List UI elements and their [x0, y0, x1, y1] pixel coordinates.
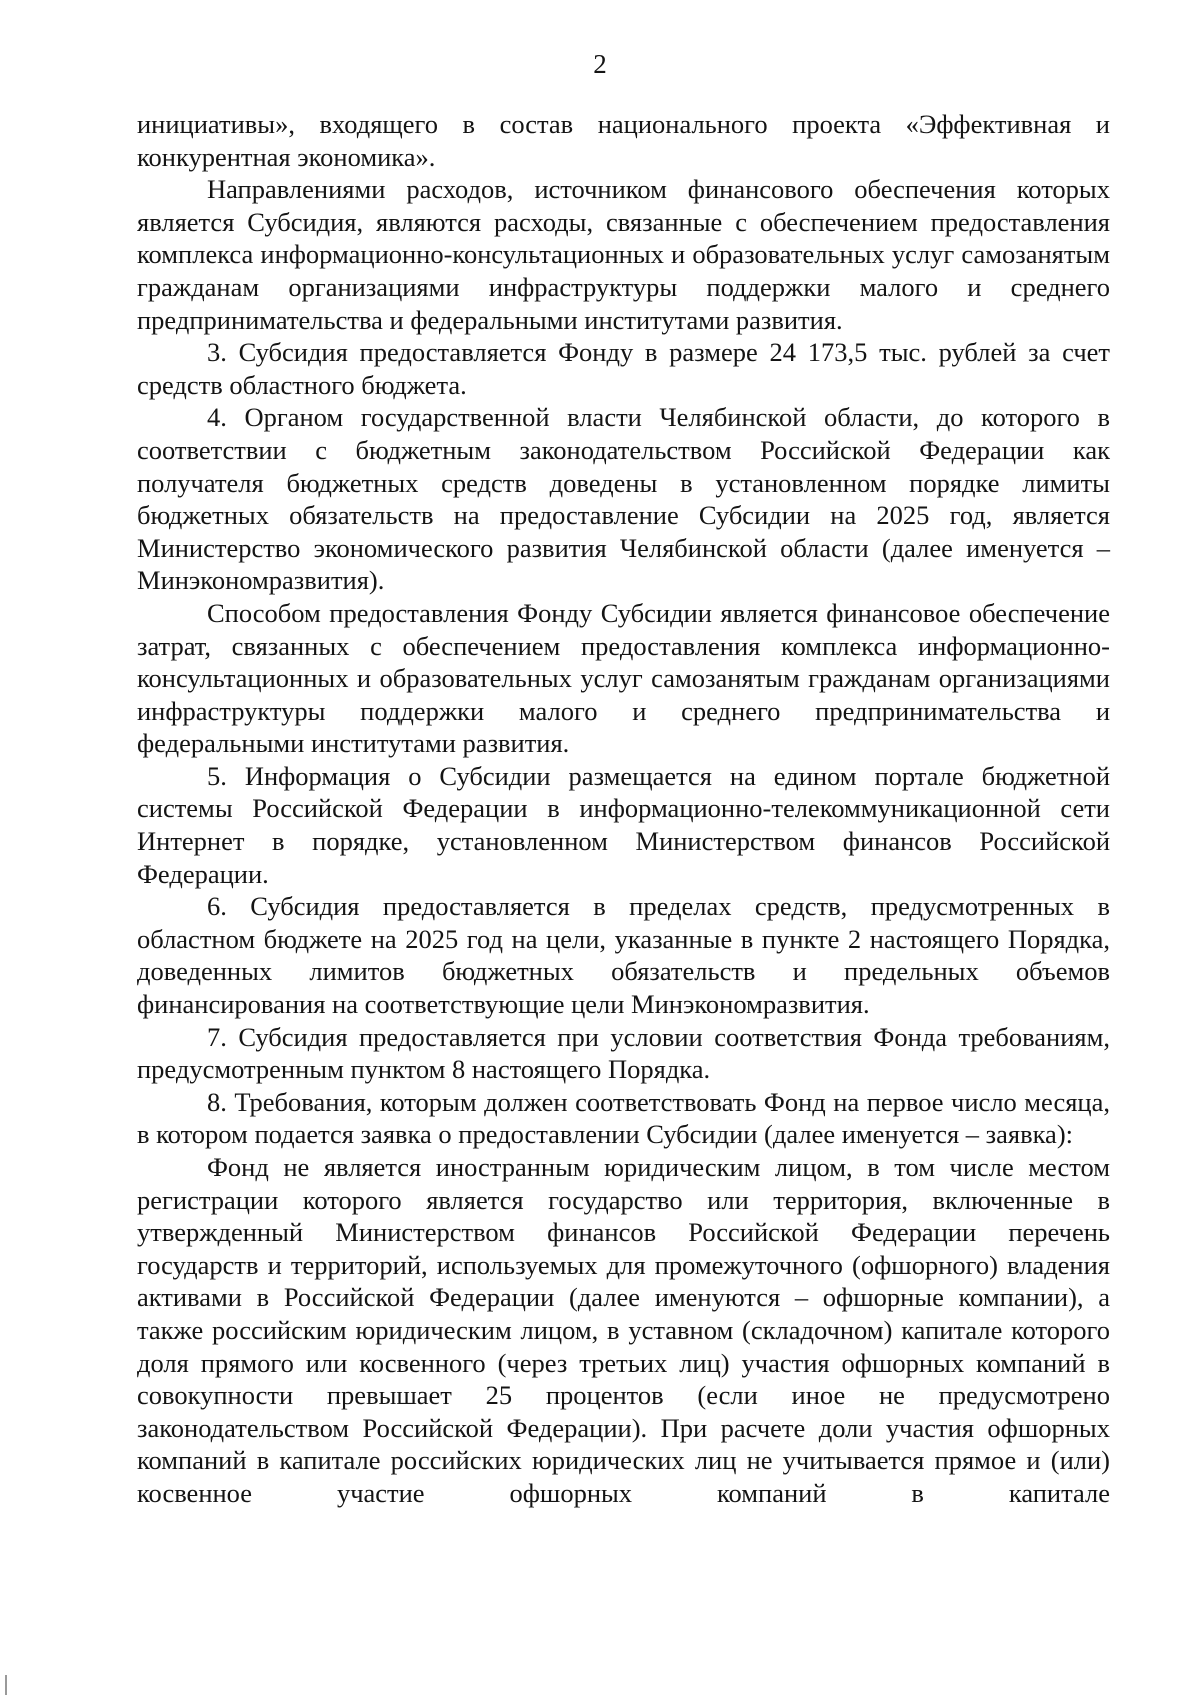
- paragraph-offshore-requirement: Фонд не является иностранным юридическим лицом, в том числе местом регистрации которого является государство или территория, включенные в утвержденный Министерством финансов Российской Федерации перечень государств и территорий, используемых для промежуточного (офшорного) владения активами в Российской Федерации (далее именуются – офшорные компании), а также российским юридическим лицом, в уставном (складочном) капитале которого доля прямого или косвенного (через третьих лиц) участия офшорных компаний в совокупности превышает 25 процентов (если иное не предусмотрено законодательством Российской Федерации). При расчете доли участия офшорных компаний в капитале российских юридических лиц не учитывается прямое и (или) косвенное участие офшорных компаний в капитале: [137, 1152, 1110, 1508]
- paragraph-item-4-authority: 4. Органом государственной власти Челябинской области, до которого в соответствии с бюджетным законодательством Российской Федерации как получателя бюджетных средств доведены в установленном порядке лимиты бюджетных обязательств на предоставление Субсидии на 2025 год, является Министерство экономического развития Челябинской области (далее именуется – Минэкономразвития).: [137, 402, 1110, 596]
- paragraph-item-5-information: 5. Информация о Субсидии размещается на едином портале бюджетной системы Российской Федерации в информационно-телекоммуникационной сети Интернет в порядке, установленном Министерством финансов Российской Федерации.: [137, 760, 1110, 889]
- document-body: [137, 108, 1110, 1510]
- paragraph-item-6-limits: 6. Субсидия предоставляется в пределах средств, предусмотренных в областном бюджете на 2025 год на цели, указанные в пункте 2 настоящего Порядка, доведенных лимитов бюджетных обязательств и предельных объемов финансирования на соответствующие цели Минэкономразвития.: [137, 891, 1110, 1020]
- paragraph-intro-continuation: инициативы», входящего в состав национального проекта «Эффективная и конкурентная экономика».: [137, 109, 1110, 172]
- paragraph-item-3-subsidy-amount: 3. Субсидия предоставляется Фонду в размере 24 173,5 тыс. рублей за счет средств областного бюджета.: [137, 337, 1110, 400]
- page-number: 2: [593, 49, 607, 79]
- paragraph-provision-method: Способом предоставления Фонду Субсидии является финансовое обеспечение затрат, связанных с обеспечением предоставления комплекса информационно-консультационных и образовательных услуг самозанятым гражданам организациями инфраструктуры поддержки малого и среднего предпринимательства и федеральными институтами развития.: [137, 597, 1110, 759]
- scan-edge-mark: [5, 1675, 7, 1695]
- paragraph-item-8-requirements: 8. Требования, которым должен соответствовать Фонд на первое число месяца, в котором подается заявка о предоставлении Субсидии (далее именуется – заявка):: [137, 1086, 1110, 1150]
- paragraph-expense-directions: Направлениями расходов, источником финансового обеспечения которых является Субсидия, являются расходы, связанные с обеспечением предоставления комплекса информационно-консультационных и образовательных услуг самозанятым гражданам организациями инфраструктуры поддержки малого и среднего предпринимательства и федеральными институтами развития.: [137, 174, 1110, 335]
- paragraph-item-7-condition: 7. Субсидия предоставляется при условии соответствия Фонда требованиям, предусмотренным пунктом 8 настоящего Порядка.: [137, 1021, 1110, 1085]
